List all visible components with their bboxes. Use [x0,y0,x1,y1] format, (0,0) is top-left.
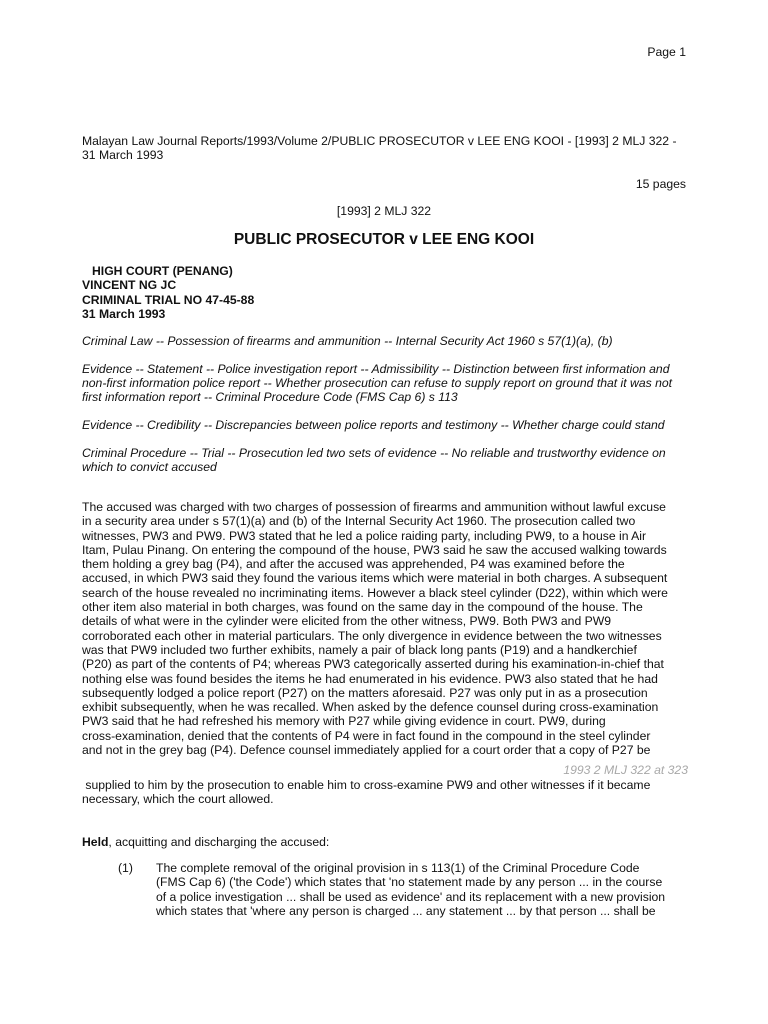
catchword-paragraph: Criminal Procedure -- Trial -- Prosecution led two sets of evidence -- No reliable and trustworthy evidence on which to convict accused [82,445,666,475]
facts-line: in a security area under s 57(1)(a) and (b) of the Internal Security Act 1960. The prosecution called two [82,514,636,529]
court-details [82,264,254,321]
catchword-paragraph: Criminal Law -- Possession of firearms and ammunition -- Internal Security Act 1960 s 57(1)(a), (b) [82,334,613,348]
page-number: Page 1 [647,45,686,59]
held-text: , acquitting and discharging the accused: [108,835,330,849]
held-item-line: (FMS Cap 6) ('the Code') which states that 'no statement made by any person ... in the course [156,875,663,890]
facts-paragraph [82,500,688,757]
facts-line: accused, in which PW3 said they found the various items which were material in both charges. A subsequent [82,571,668,586]
held-item-line: of a police investigation ... shall be used as evidence' and its replacement with a new provision [156,889,666,904]
facts-line: witnesses, PW3 and PW9. PW3 stated that he led a police raiding party, including PW9, to a house in Air [82,528,647,543]
pagination-reference: 1993 2 MLJ 322 at 323 [563,763,688,777]
held-label: Held [82,835,109,849]
held-item-line: which states that 'where any person is charged ... any statement ... by that person ... shall be [156,903,656,918]
facts-line: subsequently lodged a police report (P27) on the matters aforesaid. P27 was only put in as a prosecution [82,685,648,700]
mlj-reference: [1993] 2 MLJ 322 [336,204,432,218]
facts-line: corroborated each other in material particulars. The only divergence in evidence between the two witnesses [82,628,662,643]
facts-line: Itam, Pulau Pinang. On entering the compound of the house, PW3 said he saw the accused walking towards [82,542,667,557]
facts-line: The accused was charged with two charges of possession of firearms and ammunition without lawful excuse [82,500,666,514]
held-item-text [156,861,688,918]
held-heading [82,835,329,849]
facts-continuation [82,778,688,807]
facts-line: supplied to him by the prosecution to enable him to cross-examine PW9 and other witnesses if it became [82,778,651,792]
facts-line: PW3 said that he had refreshed his memory with P27 while giving evidence in court. PW9, during [82,714,606,729]
facts-line: them holding a grey bag (P4), and after the accused was apprehended, P4 was examined before the [82,557,625,572]
judgment-date: 31 March 1993 [82,306,166,321]
facts-line: (P20) as part of the contents of P4; whereas PW3 categorically asserted during his examination-in-chief that [82,657,664,672]
facts-line: details of what were in the cylinder were elicited from the other witness, PW9. Both PW3 and PW9 [82,614,612,629]
held-item-line: The complete removal of the original provision in s 113(1) of the Criminal Procedure Code [156,861,640,875]
catchword-paragraph: Evidence -- Credibility -- Discrepancies between police reports and testimony -- Whether charge could stand [82,418,665,433]
held-item-number: (1) [118,861,133,875]
facts-line: exhibit subsequently, when he was recalled. When asked by the defence counsel during cross-examination [82,700,659,715]
facts-line: other item also material in both charges, was found on the same day in the compound of the house. The [82,600,643,615]
facts-line: cross-examination, denied that the contents of P4 were in fact found in the compound in the steel cylinder [82,728,651,743]
facts-line: search of the house revealed no incriminating items. However a black steel cylinder (D22), within which were [82,585,668,600]
catchwords [82,334,688,488]
citation-line: Malayan Law Journal Reports/1993/Volume 2/PUBLIC PROSECUTOR v LEE ENG KOOI - [1993] 2 MLJ 322 - 31 March 1993 [82,134,677,163]
judge-name: VINCENT NG JC [82,278,177,293]
facts-line: necessary, which the court allowed. [82,792,274,807]
facts-line: was that PW9 included two further exhibits, namely a pair of black long pants (P19) and a handkerchief [82,642,637,657]
facts-line: and not in the grey bag (P4). Defence counsel immediately applied for a court order that a copy of P27 be [82,743,651,758]
trial-number: CRIMINAL TRIAL NO 47-45-88 [82,292,255,307]
court-name: HIGH COURT (PENANG) [92,264,233,278]
case-title: PUBLIC PROSECUTOR v LEE ENG KOOI [233,231,535,248]
facts-line: nothing else was found besides the items he had enumerated in his evidence. PW3 also stated that he had [82,671,658,686]
catchword-paragraph: Evidence -- Statement -- Police investigation report -- Admissibility -- Distinction between first information and non-first information police report -- Whether prosecution can refuse to supply report on ground that it was not first information report -- Criminal Procedure Code (FMS Cap 6) s 113 [82,361,673,405]
page-count: 15 pages [635,177,686,191]
